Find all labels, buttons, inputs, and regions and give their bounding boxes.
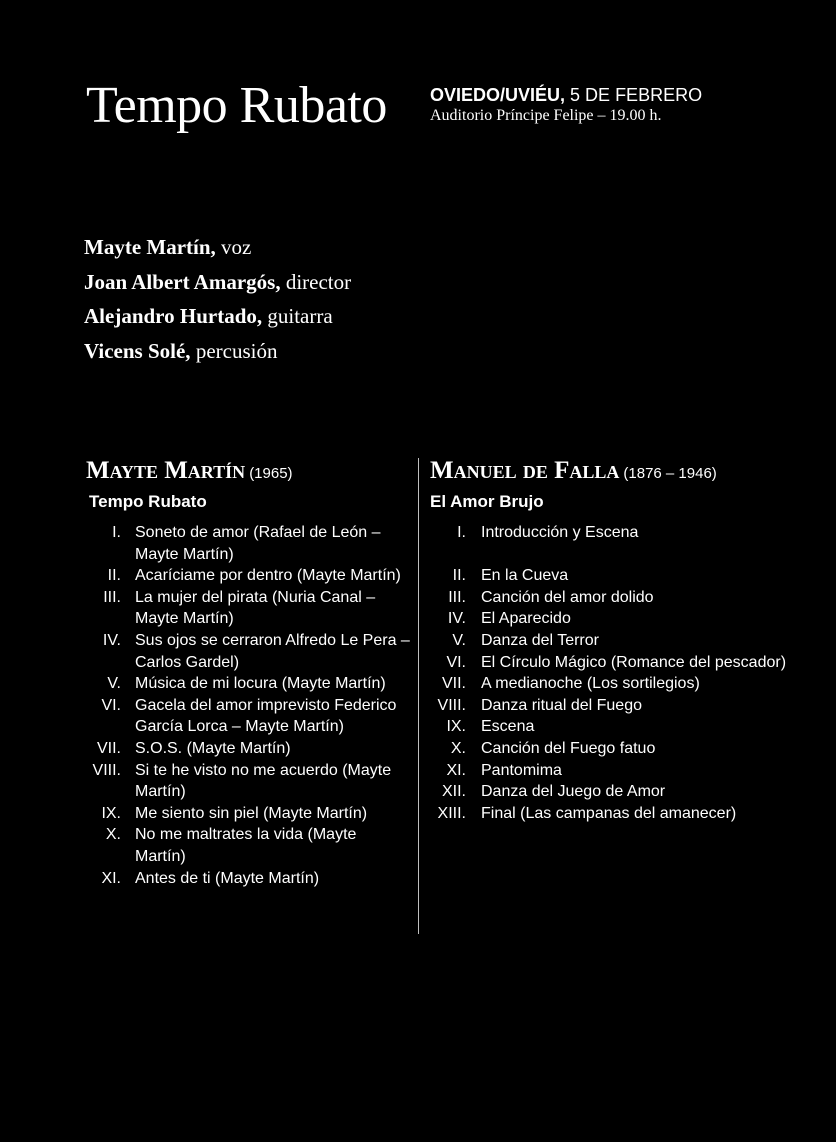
composer-heading <box>430 456 830 489</box>
composer-years: (1876 – 1946) <box>623 465 717 482</box>
piece-item <box>430 652 830 674</box>
piece-title: Soneto de amor (Rafael de León – Mayte Martín) <box>135 524 381 563</box>
event-date: 5 DE FEBRERO <box>570 85 703 105</box>
piece-number: X. <box>105 826 121 844</box>
piece-number: VIII. <box>437 696 466 714</box>
piece-number: X. <box>450 739 466 757</box>
piece-title: Gacela del amor imprevisto Federico García Lorca – Mayte Martín) <box>135 696 397 736</box>
piece-item <box>430 803 830 825</box>
piece-number: XIII. <box>437 804 466 822</box>
piece-item <box>86 587 411 630</box>
piece-item <box>430 760 830 782</box>
piece-number: VI. <box>101 696 121 714</box>
piece-item <box>86 630 411 673</box>
piece-number: IV. <box>447 610 466 628</box>
piece-item <box>430 522 830 544</box>
program-column-right <box>430 456 830 824</box>
piece-title: Música de mi locura (Mayte Martín) <box>135 675 386 693</box>
piece-item <box>86 565 411 587</box>
piece-number: II. <box>107 567 121 585</box>
piece-item <box>430 630 830 652</box>
piece-item <box>86 695 411 738</box>
performer-name: Mayte Martín, <box>84 235 216 259</box>
piece-number: XI. <box>101 869 121 887</box>
concert-title: Tempo Rubato <box>86 77 387 134</box>
performer-role: percusión <box>195 338 278 363</box>
piece-number: VI. <box>446 653 466 671</box>
piece-title: No me maltrates la vida (Mayte Martín) <box>135 826 357 865</box>
piece-list <box>86 522 411 889</box>
performer-role: guitarra <box>267 304 333 328</box>
piece-title: Danza ritual del Fuego <box>481 696 642 714</box>
performer-1 <box>84 230 351 265</box>
piece-title: Canción del Fuego fatuo <box>481 739 656 757</box>
performer-role: director <box>285 269 352 294</box>
piece-title: Final (Las campanas del amanecer) <box>481 804 737 822</box>
piece-number: V. <box>452 631 466 649</box>
piece-title: El Aparecido <box>481 610 571 628</box>
piece-item <box>430 587 830 609</box>
piece-title: Me siento sin piel (Mayte Martín) <box>135 804 368 822</box>
work-title: Tempo Rubato <box>89 492 207 511</box>
piece-title: El Círculo Mágico (Romance del pescador) <box>481 653 787 671</box>
event-info <box>430 84 702 126</box>
composer-name: Manuel de Falla <box>430 457 620 484</box>
piece-item <box>430 673 830 695</box>
piece-item <box>430 738 830 760</box>
piece-number: I. <box>457 524 466 541</box>
piece-title: A medianoche (Los sortilegios) <box>481 675 700 693</box>
piece-number: VII. <box>96 739 121 757</box>
event-venue: Auditorio Príncipe Felipe – 19.00 h. <box>430 107 662 124</box>
piece-number: XII. <box>441 783 466 801</box>
piece-title: En la Cueva <box>481 567 569 585</box>
piece-title: La mujer del pirata (Nuria Canal – Mayte Martín) <box>135 588 376 628</box>
piece-number: III. <box>103 588 121 606</box>
piece-item <box>430 781 830 803</box>
piece-item <box>430 716 830 738</box>
piece-title: S.O.S. (Mayte Martín) <box>135 739 291 757</box>
column-divider <box>418 458 419 934</box>
piece-number: IX. <box>446 718 466 736</box>
performer-3 <box>84 299 351 334</box>
piece-number: VIII. <box>92 761 121 779</box>
piece-title: Si te he visto no me acuerdo (Mayte Martín) <box>135 761 392 801</box>
composer-years: (1965) <box>249 465 293 482</box>
piece-item <box>86 673 411 695</box>
piece-item <box>430 565 830 587</box>
performer-role: voz <box>221 235 252 259</box>
piece-item <box>86 824 411 867</box>
performer-4 <box>84 334 351 369</box>
piece-item <box>430 608 830 630</box>
piece-number: II. <box>452 567 466 585</box>
piece-number: IV. <box>102 631 121 649</box>
performer-name: Joan Albert Amargós, <box>84 269 281 294</box>
event-city: OVIEDO/UVIÉU, <box>430 85 566 105</box>
piece-number: XI. <box>446 761 466 779</box>
piece-item <box>86 803 411 825</box>
piece-number: IX. <box>101 804 121 822</box>
piece-title: Canción del amor dolido <box>481 588 654 606</box>
piece-title: Sus ojos se cerraron Alfredo Le Pera – Carlos Gardel) <box>135 631 410 671</box>
performer-list <box>84 230 351 368</box>
performer-2 <box>84 265 351 300</box>
piece-item <box>86 738 411 760</box>
work-title: El Amor Brujo <box>430 492 544 511</box>
piece-title: Danza del Terror <box>481 631 599 649</box>
performer-name: Alejandro Hurtado, <box>84 304 263 328</box>
piece-title: Antes de ti (Mayte Martín) <box>135 869 320 887</box>
piece-item <box>86 522 411 565</box>
piece-item <box>86 868 411 890</box>
piece-item <box>86 760 411 803</box>
program-column-left <box>86 456 411 889</box>
piece-title: Pantomima <box>481 761 562 779</box>
piece-list <box>430 522 830 824</box>
event-date-line <box>430 84 702 106</box>
piece-item <box>430 695 830 717</box>
piece-number: VII. <box>441 675 466 693</box>
piece-title: Acaríciame por dentro (Mayte Martín) <box>135 567 401 585</box>
composer-heading <box>86 456 411 489</box>
piece-title: Escena <box>481 718 535 736</box>
piece-title: Danza del Juego de Amor <box>481 783 666 801</box>
composer-name: Mayte Martín <box>86 457 246 484</box>
performer-name: Vicens Solé, <box>84 338 191 363</box>
piece-number: III. <box>448 588 466 606</box>
piece-number: I. <box>112 524 121 541</box>
piece-number: V. <box>107 675 121 693</box>
piece-title: Introducción y Escena <box>481 524 639 541</box>
